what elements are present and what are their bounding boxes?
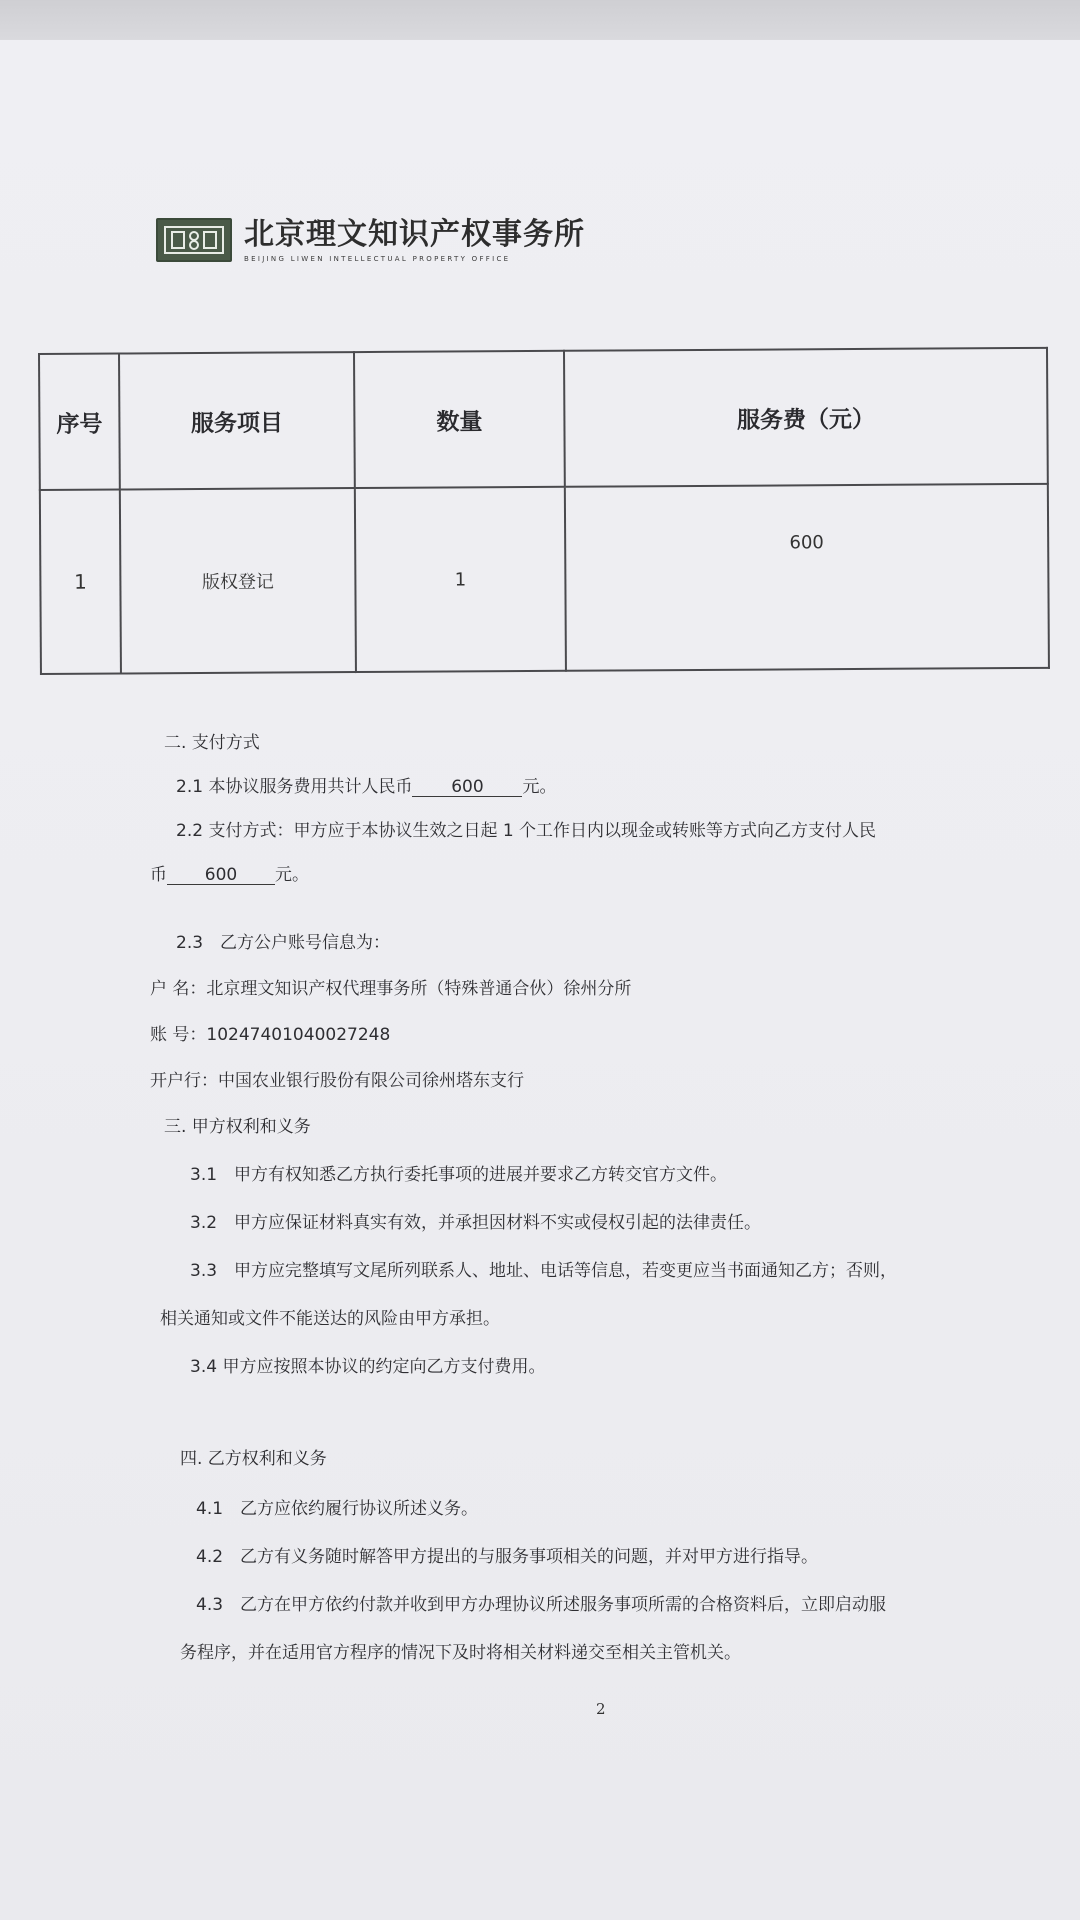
letterhead bbox=[156, 218, 585, 266]
section-3-title: 三. 甲方权利和义务 bbox=[164, 1117, 311, 1137]
account-number: 账 号：10247401040027248 bbox=[150, 1025, 391, 1045]
clause-3-3-line-2: 相关通知或文件不能送达的风险由甲方承担。 bbox=[160, 1309, 500, 1329]
clause-4-2: 4.2 乙方有义务随时解答甲方提出的与服务事项相关的问题，并对甲方进行指导。 bbox=[196, 1547, 819, 1567]
clause-3-4: 3.4 甲方应按照本协议的约定向乙方支付费用。 bbox=[190, 1357, 546, 1377]
account-name: 户 名：北京理文知识产权代理事务所（特殊普通合伙）徐州分所 bbox=[150, 979, 632, 999]
firm-name-english: BEIJING LIWEN INTELLECTUAL PROPERTY OFFICE bbox=[244, 255, 511, 263]
clause-2-3: 2.3 乙方公户账号信息为： bbox=[176, 933, 391, 953]
firm-name: 北京理文知识产权事务所 bbox=[244, 217, 585, 252]
column-header-quantity: 数量 bbox=[354, 351, 565, 488]
clause-3-2: 3.2 甲方应保证材料真实有效，并承担因材料不实或侵权引起的法律责任。 bbox=[190, 1213, 762, 1233]
clause-2-2-line-1: 2.2 支付方式：甲方应于本协议生效之日起 1 个工作日内以现金或转账等方式向乙方支付人民 bbox=[176, 821, 877, 841]
bank-name: 开户行：中国农业银行股份有限公司徐州塔东支行 bbox=[150, 1071, 524, 1091]
cell-service-item: 版权登记 bbox=[120, 488, 356, 673]
clause-2-1-text: 2.1 本协议服务费用共计人民币 bbox=[176, 777, 413, 797]
clause-2-2-line-2 bbox=[150, 860, 309, 885]
clause-4-3-line-1: 4.3 乙方在甲方依约付款并收到甲方办理协议所述服务事项所需的合格资料后，立即启动服 bbox=[196, 1595, 887, 1615]
clause-2-1-unit: 元。 bbox=[522, 777, 557, 797]
clause-2-2-unit: 元。 bbox=[275, 865, 309, 885]
clause-2-1 bbox=[176, 772, 556, 797]
total-fee-amount: 600 bbox=[412, 778, 522, 797]
column-header-service-fee: 服务费（元） bbox=[564, 348, 1048, 487]
section-4-title: 四. 乙方权利和义务 bbox=[180, 1449, 327, 1469]
clause-2-2-currency: 币 bbox=[150, 865, 167, 885]
document-page bbox=[0, 40, 1080, 1920]
clause-4-1: 4.1 乙方应依约履行协议所述义务。 bbox=[196, 1499, 479, 1519]
clause-4-3-line-2: 务程序，并在适用官方程序的情况下及时将相关材料递交至相关主管机关。 bbox=[180, 1643, 741, 1663]
column-header-service-item: 服务项目 bbox=[119, 352, 355, 489]
clause-3-3-line-1: 3.3 甲方应完整填写文尾所列联系人、地址、电话等信息，若变更应当书面通知乙方；否则， bbox=[190, 1261, 898, 1281]
table-header-row bbox=[39, 348, 1048, 490]
service-fee-table bbox=[38, 347, 1050, 675]
page-number: 2 bbox=[596, 1700, 606, 1718]
firm-logo bbox=[156, 218, 232, 262]
firm-logo-mark-icon bbox=[162, 223, 226, 257]
cell-quantity: 1 bbox=[355, 487, 566, 672]
payment-amount: 600 bbox=[167, 866, 275, 885]
cell-service-fee: 600 bbox=[565, 484, 1049, 671]
cell-index: 1 bbox=[40, 490, 121, 674]
column-header-index: 序号 bbox=[39, 354, 120, 490]
section-2-title: 二. 支付方式 bbox=[164, 733, 260, 753]
table-row bbox=[40, 484, 1049, 674]
clause-3-1: 3.1 甲方有权知悉乙方执行委托事项的进展并要求乙方转交官方文件。 bbox=[190, 1165, 728, 1185]
